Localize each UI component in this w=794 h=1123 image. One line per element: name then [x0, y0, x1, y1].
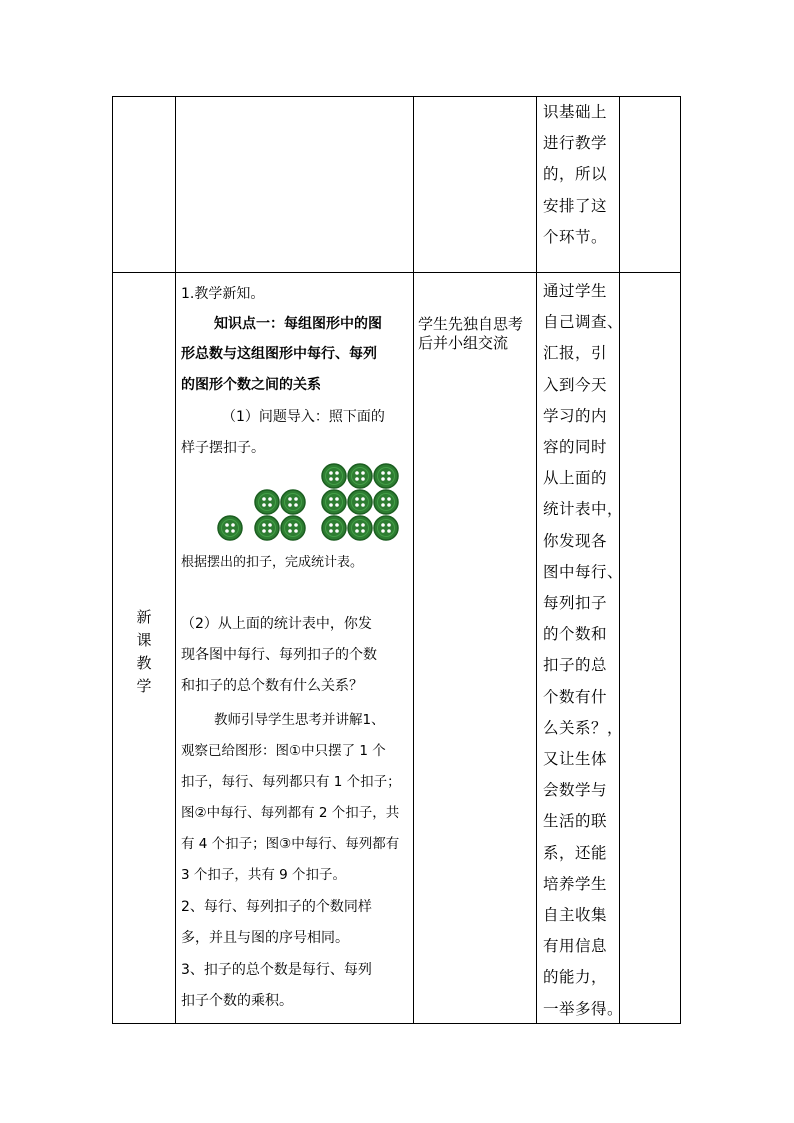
- knowledge-point-line3: 的图形个数之间的关系: [181, 377, 321, 393]
- button-circle: [348, 516, 372, 540]
- button-circle: [348, 490, 372, 514]
- button-circle: [322, 464, 346, 488]
- button-circle: [348, 464, 372, 488]
- main-purpose-text: 通过学生 自己调查、 汇报，引 入到今天 学习的内 容的同时 从上面的 统计表中， 你发现各 图中每行、 每列扣子 的个数和 扣子的总 个数有什 么关系？， 又让生体 会数学与 生活的联 系，还能 培养学生 自主收集 有用信息 的能力， 一举多得。: [543, 282, 624, 1018]
- section-label: 新 课 教 学: [136, 608, 152, 695]
- main-row-col5: [619, 272, 681, 1024]
- knowledge-point-line1: 知识点一：每组图形中的图: [214, 316, 382, 332]
- buttons-figure: [215, 462, 405, 544]
- button-circle: [255, 490, 279, 514]
- explain-line2: 观察已给图形：图①中只摆了 1 个: [181, 743, 386, 759]
- explain-line8: 多，并且与图的序号相同。: [181, 930, 349, 946]
- content-heading: 1.教学新知。: [181, 286, 265, 302]
- button-circle: [374, 464, 398, 488]
- button-circle: [281, 516, 305, 540]
- button-circle: [281, 490, 305, 514]
- q2-line3: 和扣子的总个数有什么关系？: [181, 678, 363, 694]
- button-circle: [322, 490, 346, 514]
- explain-line9: 3、扣子的总个数是每行、每列: [181, 962, 372, 978]
- knowledge-point-line2: 形总数与这组图形中每行、每列: [181, 346, 377, 362]
- explain-line3: 扣子，每行、每列都只有 1 个扣子；: [181, 774, 401, 790]
- q2-line2: 现各图中每行、每列扣子的个数: [181, 647, 377, 663]
- button-circle: [255, 516, 279, 540]
- top-purpose-text: 识基础上 进行教学 的，所以 安排了这 个环节。: [543, 103, 608, 246]
- top-row-col5: [619, 96, 681, 273]
- button-circle: [374, 516, 398, 540]
- main-row-col3: [413, 272, 537, 1024]
- button-circle: [374, 490, 398, 514]
- top-row-col3: [413, 96, 537, 273]
- top-row-col1: [112, 96, 176, 273]
- explain-line10: 扣子个数的乘积。: [181, 993, 293, 1009]
- explain-line4: 图②中每行、每列都有 2 个扣子，共: [181, 805, 400, 821]
- explain-line5: 有 4 个扣子；图③中每行、每列都有: [181, 836, 400, 852]
- top-row-col2: [175, 96, 414, 273]
- explain-line7: 2、每行、每列扣子的个数同样: [181, 899, 372, 915]
- student-activity: 学生先独自思考后并小组交流: [418, 315, 524, 352]
- q2-line1: （2）从上面的统计表中，你发: [181, 616, 372, 632]
- q1-line2: 样子摆扣子。: [181, 440, 265, 456]
- button-circle: [218, 516, 242, 540]
- button-circle: [322, 516, 346, 540]
- figure-caption: 根据摆出的扣子，完成统计表。: [181, 555, 364, 570]
- q1-line1: （1）问题导入：照下面的: [222, 409, 385, 425]
- explain-line1: 教师引导学生思考并讲解1、: [214, 712, 385, 728]
- explain-line6: 3 个扣子，共有 9 个扣子。: [181, 867, 347, 883]
